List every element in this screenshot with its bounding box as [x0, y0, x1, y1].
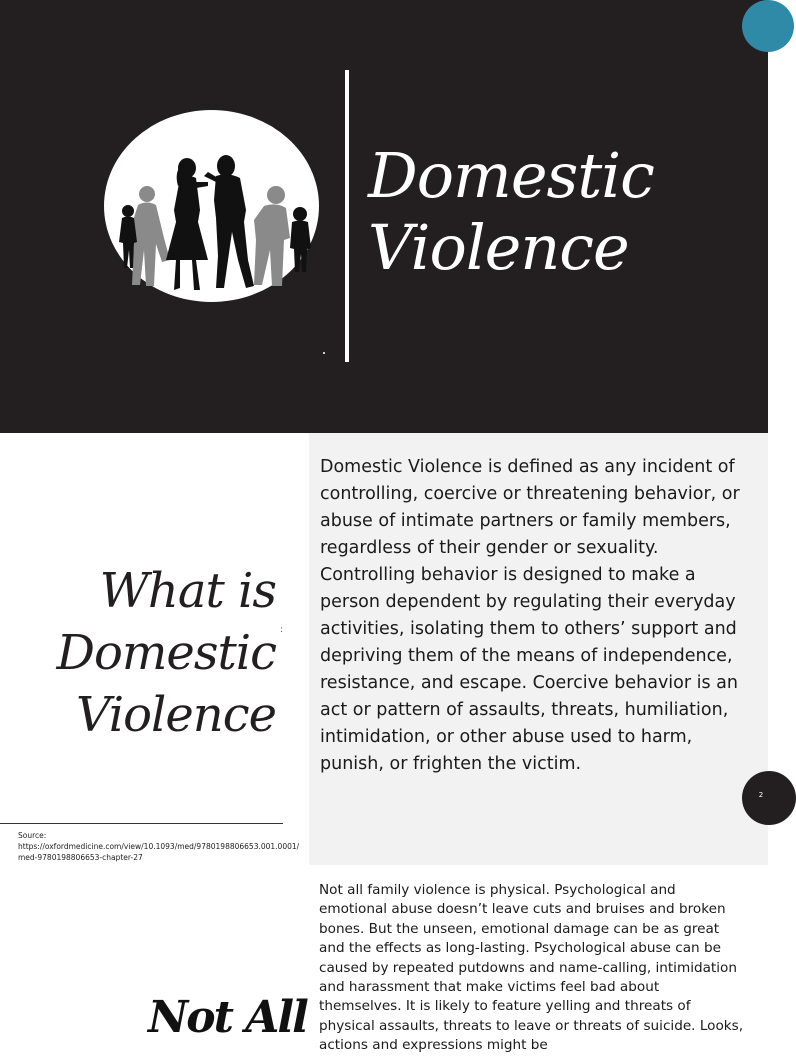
page-number: 2 [758, 791, 764, 799]
heading-line-2: Domestic [56, 625, 276, 681]
source-link[interactable]: https://oxfordmedicine.com/view/10.1093/med/9780198806653.001.0001/med-9780198806653-chapter-27 [18, 842, 300, 862]
psychological-abuse-text: Not all family violence is physical. Psychological and emotional abuse doesn’t leave cuts and bruises and broken bones. But the unseen, emotional damage can be as great and the effects as long-lasting. Psychological abuse can be caused by repeated putdowns and name-calling, intimidation and harassment that make victims feel bad about themselves. It is likely to feature yelling and threats of physical assaults, threats to leave or threats of suicide. Looks, actions and expressions might be [319, 882, 744, 1054]
heading-line-3: Violence [75, 687, 276, 743]
psychological-abuse-slide [0, 865, 768, 1054]
colon-mark: : [280, 625, 284, 635]
title-line-1: Domestic [368, 139, 654, 212]
source-citation [18, 830, 306, 863]
title-line-2: Violence [368, 211, 629, 284]
family-conflict-silhouette-icon [104, 110, 319, 302]
heading-line-1: What is [99, 563, 276, 619]
source-label: Source: [18, 831, 47, 840]
definition-slide [0, 433, 768, 865]
slide-3-heading: Not All [148, 992, 307, 1043]
title-divider [345, 70, 349, 362]
definition-text: Domestic Violence is defined as any incident of controlling, coercive or threatening behavior, or abuse of intimate partners or family members, regardless of their gender or sexuality. Controlling behavior is designed to make a person dependent by regulating their everyday activities, isolating them to others’ support and depriving them of the means of independence, resistance, and escape. Coercive behavior is an act or pattern of assaults, threats, humiliation, intimidation, or other abuse used to harm, punish, or frighten the victim. [320, 457, 740, 774]
definition-heading [20, 560, 276, 746]
accent-circle [742, 0, 794, 52]
decorative-dot [323, 352, 325, 354]
slide-title [368, 140, 748, 284]
title-slide [0, 0, 768, 433]
source-divider [0, 823, 283, 824]
page-number-badge [742, 771, 796, 825]
